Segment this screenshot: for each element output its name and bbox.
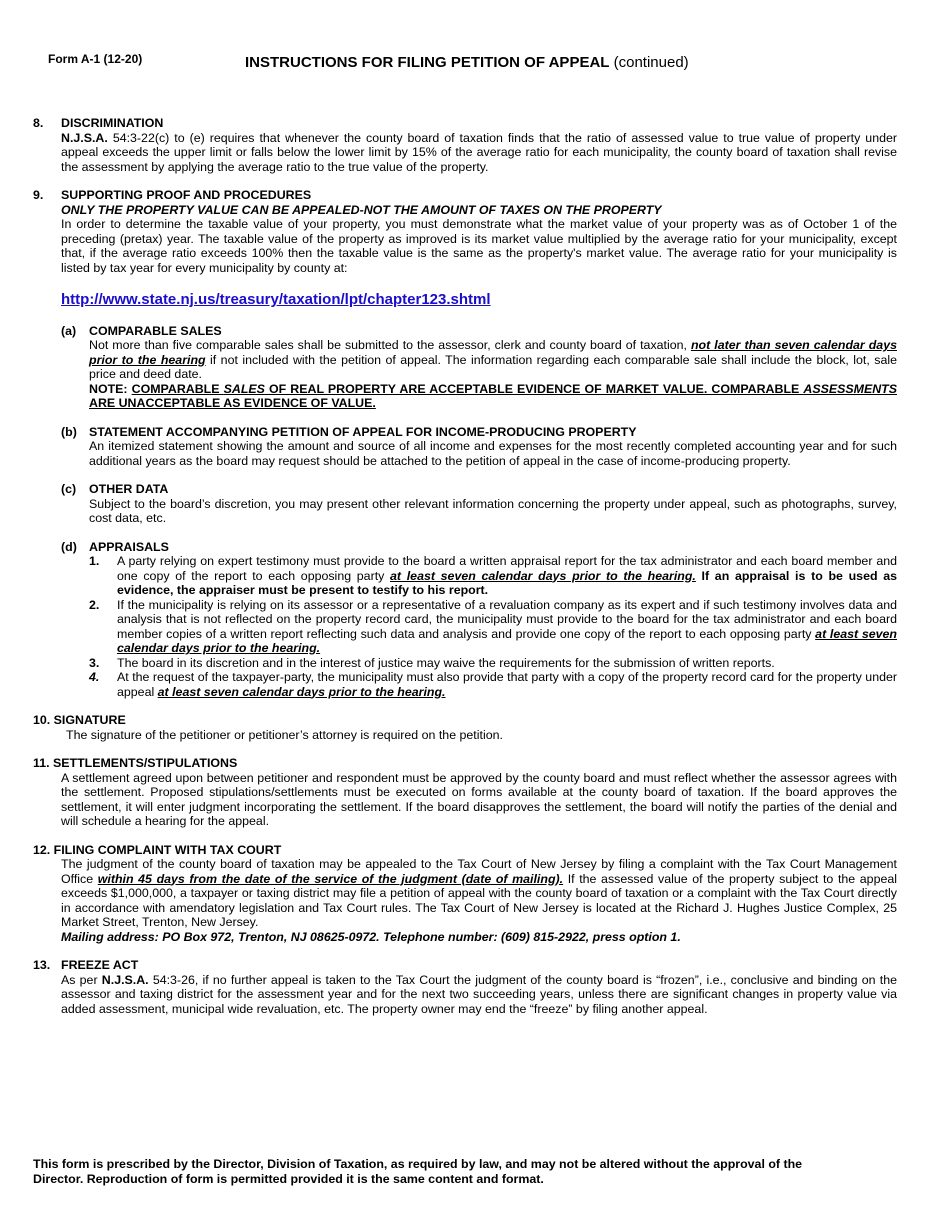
section-freeze-act <box>33 958 897 1016</box>
form-id: Form A-1 (12-20) <box>48 52 143 66</box>
section-settlements <box>33 756 897 829</box>
section-heading: 11. SETTLEMENTS/STIPULATIONS <box>33 756 238 770</box>
section-tax-court <box>33 843 897 945</box>
instructions-body <box>33 116 897 1030</box>
section-heading: 9. SUPPORTING PROOF AND PROCEDURES <box>33 188 312 202</box>
section-supporting-proof <box>33 188 897 699</box>
section-text: The judgment of the county board of taxation may be appealed to the Tax Court of New Jersey by filing a complaint with the Tax Court Management Office within 45 days from the date of the service of the judgment (date of mailing). If the assessed value of the property subject to the appeal exceeds $1,000,000, a taxpayer or taxing district may file a petition of appeal with the county board of taxation or a complaint with the Tax Court directly in accordance with amendatory legislation and Tax Court rules. The Tax Court of New Jersey is located at the Richard J. Hughes Justice Complex, 25 Market Street, Trenton, New Jersey. <box>61 857 897 929</box>
section-heading: 10. SIGNATURE <box>33 713 126 727</box>
subsection-appraisals: (d) APPRAISALS 1. A party relying on expert testimony must provide to the board a written appraisal report for the tax administrator and each board member and one copy of the report to each opposing party at least seven calendar days prior to the hearing. If an appraisal is to be used as evidence, the appraiser must be present to testify to his report. 2. If the municipality is relying on its assessor or a representative of a revaluation company as its expert and if such testimony involves data and analysis that is not reflected on the property record card, the municipality must provide to the board for the tax administrator and each board member copies of a written report reflecting such data and analysis and provide one copy of the report to each opposing party at least seven calendar days prior to the hearing. 3. The board in its discretion and in the interest of justice may waive the requirements for the submission of written reports. 4. At the request of the taxpayer-party, the municipality must also provide that party with a copy of the property record card for the property under appeal at least seven calendar days prior to the hearing. <box>61 539 898 699</box>
appraisal-item: 1. A party relying on expert testimony must provide to the board a written appraisal report for the tax administrator and each board member and one copy of the report to each opposing party at least seven calendar days prior to the hearing. If an appraisal is to be used as evidence, the appraiser must be present to testify to his report. <box>89 554 898 597</box>
section-text: The signature of the petitioner or petitioner’s attorney is required on the petition. <box>66 727 503 742</box>
section-subheading: ONLY THE PROPERTY VALUE CAN BE APPEALED-NOT THE AMOUNT OF TAXES ON THE PROPERTY <box>61 202 662 217</box>
section-heading: 13. FREEZE ACT <box>33 958 139 972</box>
mailing-address: Mailing address: PO Box 972, Trenton, NJ 08625-0972. Telephone number: (609) 815-2922, press option 1. <box>61 929 681 944</box>
section-text: In order to determine the taxable value of your property, you must demonstrate what the market value of your property was as of October 1 of the preceding (pretax) year. The taxable value of the property as improved is its market value multiplied by the average ratio for your municipality, except that, if the average ratio exceeds 100% then the taxable value is the same as the property's market value. The average ratio for your municipality is listed by tax year for every municipality by county at: <box>61 217 897 275</box>
subsection-heading: STATEMENT ACCOMPANYING PETITION OF APPEAL FOR INCOME-PRODUCING PROPERTY <box>89 424 637 439</box>
chapter123-link[interactable]: http://www.state.nj.us/treasury/taxation/lpt/chapter123.shtml <box>61 291 491 308</box>
section-text: N.J.S.A. 54:3-22(c) to (e) requires that whenever the county board of taxation finds that the ratio of assessed value to true value of property under appeal exceeds the upper limit or falls below the lower limit by 15% of the average ratio for each municipality, the county board of taxation shall revise the assessment by applying the average ratio to the true value of the property. <box>61 130 897 174</box>
comparable-note: NOTE: COMPARABLE SALES OF REAL PROPERTY ARE ACCEPTABLE EVIDENCE OF MARKET VALUE. COMPARABLE ASSESSMENTS ARE UNACCEPTABLE AS EVIDENCE OF VALUE. <box>89 381 898 410</box>
section-discrimination <box>33 116 897 174</box>
subsection-comparable-sales: (a) COMPARABLE SALES Not more than five comparable sales shall be submitted to the assessor, clerk and county board of taxation, not later than seven calendar days prior to the hearing if not included with the petition of appeal. The information regarding each comparable sale shall include the block, lot, sale price and deed date. NOTE: COMPARABLE SALES OF REAL PROPERTY ARE ACCEPTABLE EVIDENCE OF MARKET VALUE. COMPARABLE ASSESSMENTS ARE UNACCEPTABLE AS EVIDENCE OF VALUE. <box>61 323 898 410</box>
footer-notice: This form is prescribed by the Director, Division of Taxation, as required by law, and may not be altered without the approval of the Director. Reproduction of form is permitted provided it is the same content and format. <box>33 1157 803 1186</box>
title-main: INSTRUCTIONS FOR FILING PETITION OF APPEAL <box>245 54 610 71</box>
subsection-heading: COMPARABLE SALES <box>89 323 222 338</box>
section-signature <box>33 713 897 742</box>
subsection-heading: APPRAISALS <box>89 539 169 554</box>
section-heading: 12. FILING COMPLAINT WITH TAX COURT <box>33 842 282 857</box>
appraisal-item: 3. The board in its discretion and in the interest of justice may waive the requirements for the submission of written reports. <box>89 655 775 670</box>
section-text: As per N.J.S.A. 54:3-26, if no further appeal is taken to the Tax Court the judgment of the county board is “frozen”, i.e., conclusive and binding on the assessor and taxing district for the assessment year and for the next two succeeding years, unless there are significant changes in property value via added assessment, municipal wide revaluation, etc. The property owner may end the “freeze” by filing another appeal. <box>61 972 897 1016</box>
appraisal-item: 2. If the municipality is relying on its assessor or a representative of a revaluation company as its expert and if such testimony involves data and analysis that is not reflected on the property record card, the municipality must provide to the board for the tax administrator and each board member copies of a written report reflecting such data and analysis and provide one copy of the report to each opposing party at least seven calendar days prior to the hearing. <box>89 597 897 655</box>
subsection-other-data: (c) OTHER DATA Subject to the board’s discretion, you may present other relevant information concerning the property under appeal, such as photographs, survey, cost data, etc. <box>61 482 897 525</box>
title-suffix: (continued) <box>613 54 689 71</box>
section-heading: 8. DISCRIMINATION <box>33 116 164 130</box>
appraisal-item: 4. At the request of the taxpayer-party, the municipality must also provide that party with a copy of the property record card for the property under appeal at least seven calendar days prior to the hearing. <box>89 670 897 699</box>
subsection-heading: OTHER DATA <box>89 482 169 496</box>
subsection-text: Subject to the board’s discretion, you may present other relevant information concerning the property under appeal, such as photographs, survey, cost data, etc. <box>89 496 897 525</box>
subsection-income-statement: (b) STATEMENT ACCOMPANYING PETITION OF APPEAL FOR INCOME-PRODUCING PROPERTY An itemized statement showing the amount and source of all income and expenses for the most recently completed accounting year and for such additional years as the board may request should be attached to the petition of appeal in the case of income-producing property. <box>61 424 897 468</box>
section-text: A settlement agreed upon between petitioner and respondent must be approved by the county board and must reflect whether the assessor agrees with the settlement. Proposed stipulations/settlements must be executed on forms available at the county board of taxation. If the board approves the settlement, it will enter judgment incorporating the settlement. If the board disapproves the settlement, the board will notify the parties of the denial and will schedule a hearing for the appeal. <box>61 770 897 828</box>
subsection-text: An itemized statement showing the amount and source of all income and expenses for the most recently completed accounting year and for such additional years as the board may request should be attached to the petition of appeal in the case of income-producing property. <box>89 439 897 468</box>
subsection-text: Not more than five comparable sales shall be submitted to the assessor, clerk and county board of taxation, not later than seven calendar days prior to the hearing if not included with the petition of appeal. The information regarding each comparable sale shall include the block, lot, sale price and deed date. <box>89 338 897 381</box>
page-title <box>245 54 689 71</box>
